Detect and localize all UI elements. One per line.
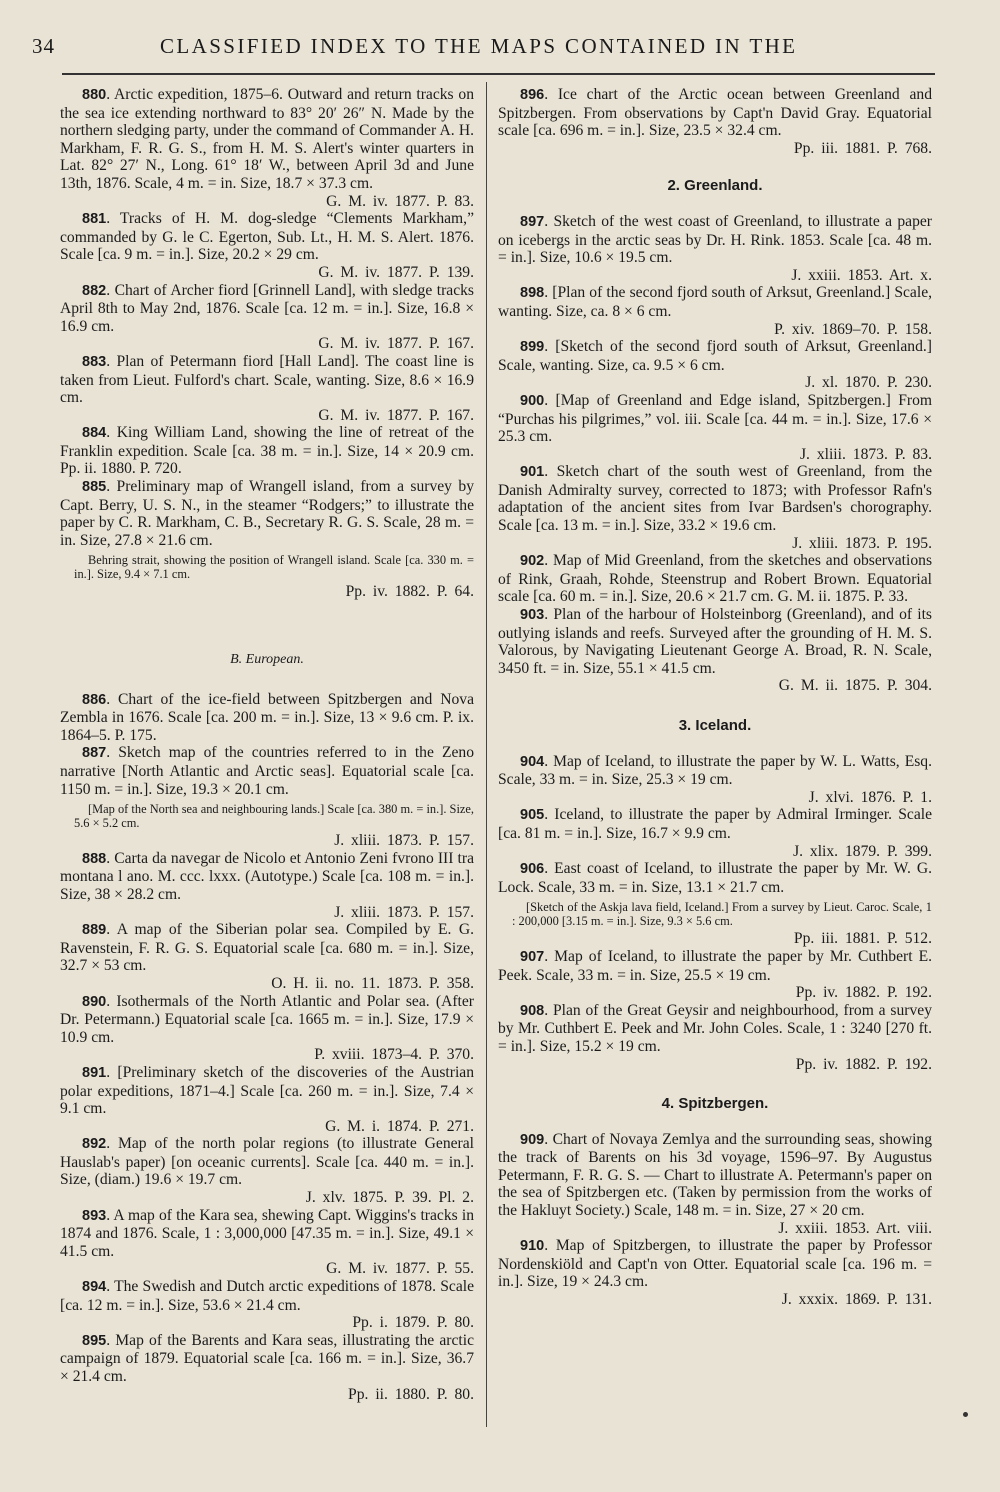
header-rule: [62, 73, 935, 75]
entry-list: [498, 948, 932, 1073]
entry-text: Ice chart of the Arctic ocean between Greenland and Spitzbergen. From observations by Capt'n David Gray. Equatorial scale [ca. 696 m. = in.]. Size, 23.5 × 32.4 cm.: [498, 86, 932, 140]
entry-reference: J. xlvi. 1876. P. 1.: [808, 788, 932, 806]
entry-number: 899: [520, 339, 545, 356]
entry-number: 906: [520, 861, 545, 878]
entry-number: 893: [82, 1207, 107, 1224]
entry-text: Sketch chart of the south west of Greenland, from the Danish Admiralty survey, corrected to 1873; with Professor Rafn's adaptation of the ancient sites from Ivar Bardsen's chorography. Scale [ca. 13 m. = in.]. Size, 33.2 × 19.6 cm.: [498, 463, 932, 535]
entry-text: Map of Mid Greenland, from the sketches and observations of Rink, Graah, Rohde, Steenstrup and Robert Brown. Equatorial scale [ca. 60 m. = in.]. Size, 20.6 × 21.7 cm. G. M. ii. 1875. P. 33.: [498, 552, 933, 606]
entry-number: 882: [82, 282, 107, 299]
entry-text: Plan of Petermann fiord [Hall Land]. The coast line is taken from Lieut. Fulford's chart. Scale, wanting. Size, 8.6 × 16.9 cm.: [60, 352, 475, 407]
index-entry: 890. Isothermals of the North Atlantic and Polar sea. (After Dr. Petermann.) Equatorial scale [ca. 1665 m. = in.]. Size, 17.9 × 10.9 cm.: [60, 992, 474, 1046]
entry-list: [498, 213, 932, 695]
entry-reference: J. xxiii. 1853. Art. viii.: [778, 1219, 932, 1237]
entry-text: Chart of Novaya Zemlya and the surrounding seas, showing the track of Barents on his 3d voyage, 1596–97. By Augustus Petermann, F. R. G. S. — Chart to illustrate A. Petermann's paper on the sea of Spitzbergen etc. (Taken by permission from the works of the Hakluyt Society.) Scale, 148 m. = in. Size, 27 × 20 cm.: [498, 1130, 933, 1220]
index-entry: 889. A map of the Siberian polar sea. Compiled by E. G. Ravenstein, F. R. G. S. Equatorial scale [ca. 680 m. = in.]. Size, 32.7 × 53 cm.: [60, 921, 475, 975]
entry-number: 898: [520, 285, 545, 302]
entry-reference: J. xliii. 1873. P. 157.: [334, 832, 474, 850]
entry-reference: Pp. iii. 1881. P. 768.: [793, 139, 932, 157]
entry-number: 897: [520, 213, 545, 230]
index-entry: 898. [Plan of the second fjord south of Arksut, Greenland.] Scale, wanting. Size, ca. 8 × 6 cm.: [498, 284, 933, 320]
entry-text: The Swedish and Dutch arctic expeditions of 1878. Scale [ca. 12 m. = in.]. Size, 53.6 × 21.4 cm.: [60, 1278, 475, 1314]
index-entry: 882. Chart of Archer fiord [Grinnell Land], with sledge tracks April 8th to May 2nd, 1876. Scale [ca. 12 m. = in.]. Size, 16.8 × 16.9 cm.: [60, 281, 474, 335]
entry-text: Chart of Archer fiord [Grinnell Land], with sledge tracks April 8th to May 2nd, 1876. Scale [ca. 12 m. = in.]. Size, 16.8 × 16.9 cm.: [60, 281, 474, 335]
entry-list: [60, 850, 474, 1403]
entry-number: 883: [82, 353, 107, 370]
entry-number: 910: [520, 1238, 545, 1255]
index-entry: 897. Sketch of the west coast of Greenland, to illustrate a paper on icebergs in the arctic seas by Dr. H. Rink. 1853. Scale [ca. 48 m. = in.]. Size, 10.6 × 19.5 cm.: [498, 212, 933, 267]
index-entry: 888. Carta da navegar de Nicolo et Antonio Zeni fvrono III tra montana l ano. M. ccc. lxxx. (Autotype.) Scale [ca. 108 m. = in.]. Size, 38 × 28.2 cm.: [60, 849, 474, 903]
entry-text: Plan of the Great Geysir and neighbourhood, from a survey by Mr. Cuthbert E. Peek and Mr. John Coles. Scale, 1 : 3240 [270 ft. = in.]. Size, 15.2 × 19 cm.: [498, 1001, 933, 1055]
left-column: [60, 86, 474, 1403]
entry-reference: G. M. ii. 1875. P. 304.: [778, 677, 932, 695]
entry-reference: G. M. iv. 1877. P. 139.: [318, 263, 474, 281]
index-entry: 907. Map of Iceland, to illustrate the paper by Mr. Cuthbert E. Peek. Scale, 33 m. = in. Size, 25.5 × 19 cm.: [498, 947, 932, 984]
index-entry: 893. A map of the Kara sea, shewing Capt. Wiggins's tracks in 1874 and 1876. Scale, 1 : 3,000,000 [47.35 m. = in.]. Size, 49.1 × 41.5 cm.: [60, 1206, 474, 1260]
index-entry: 891. [Preliminary sketch of the discoveries of the Austrian polar expeditions, 1871–4.] Scale [ca. 260 m. = in.]. Size, 7.4 × 9.1 cm.: [60, 1063, 474, 1118]
entry-number: 903: [520, 607, 545, 624]
entry-text: Plan of the harbour of Holsteinborg (Greenland), and of its outlying islands and reefs. Surveyed after the grounding of H. M. S. Valorous, by Navigating Lieutenant George A. Broad, R. N. Scale, 3450 ft. = in. Size, 55.1 × 41.5 cm.: [498, 606, 932, 677]
index-entry: 909. Chart of Novaya Zemlya and the surrounding seas, showing the track of Barents on his 3d voyage, 1596–97. By Augustus Petermann, F. R. G. S. — Chart to illustrate A. Petermann's paper on the sea of Spitzbergen etc. (Taken by permission from the works of the Hakluyt Society.) Scale, 148 m. = in. Size, 27 × 20 cm.: [498, 1130, 933, 1220]
entry-number: 895: [82, 1332, 107, 1349]
page-mark-dot: [963, 1412, 968, 1417]
index-entry: 905. Iceland, to illustrate the paper by Admiral Irminger. Scale [ca. 81 m. = in.]. Size, 16.7 × 9.9 cm.: [498, 806, 933, 842]
entry-reference: J. xliii. 1873. P. 195.: [792, 534, 932, 552]
entry-reference: J. xl. 1870. P. 230.: [805, 374, 932, 392]
entry-text: Map of the north polar regions (to illustrate General Hauslab's paper) [on oceanic currents]. Scale [ca. 440 m. = in.]. Size, (diam.) 19.6 × 19.7 cm.: [60, 1135, 475, 1189]
index-entry: 906. East coast of Iceland, to illustrate the paper by Mr. W. G. Lock. Scale, 33 m. = in. Size, 13.1 × 21.7 cm.: [498, 860, 933, 896]
entry-number: 881: [82, 211, 107, 228]
entry-reference: G. M. iv. 1877. P. 167.: [318, 335, 474, 353]
entry-reference: Pp. ii. 1880. P. 80.: [348, 1385, 474, 1403]
index-entry: 881. Tracks of H. M. dog-sledge “Clements Markham,” commanded by G. le C. Egerton, Sub. Lt., H. M. S. Alert. 1876. Scale [ca. 9 m. = in.]. Size, 20.2 × 29 cm.: [60, 210, 474, 264]
entry-number: 896: [520, 87, 545, 103]
index-entry: 887. Sketch map of the countries referred to in the Zeno narrative [North Atlantic and Arctic seas]. Equatorial scale [ca. 1150 m. = in.]. Size, 19.3 × 20.1 cm.: [60, 744, 475, 798]
entry-text: A map of the Siberian polar sea. Compiled by E. G. Ravenstein, F. R. G. S. Equatorial scale [ca. 680 m. = in.]. Size, 32.7 × 53 cm.: [60, 921, 475, 975]
entry-reference: G. M. iv. 1877. P. 55.: [326, 1260, 474, 1278]
column-divider: [486, 82, 487, 1427]
entry-text: Map of the Barents and Kara seas, illustrating the arctic campaign of 1879. Equatorial scale [ca. 166 m. = in.]. Size, 36.7 × 21.4 cm.: [60, 1331, 475, 1385]
entry-reference: O. H. ii. no. 11. 1873. P. 358.: [271, 974, 474, 992]
index-entry: 910. Map of Spitzbergen, to illustrate the paper by Professor Nordenskiöld and Capt'n von Otter. Equatorial scale [ca. 196 m. = in.]. Size, 19 × 24.3 cm.: [498, 1237, 932, 1291]
entry-text: Isothermals of the North Atlantic and Polar sea. (After Dr. Petermann.) Equatorial scale [ca. 1665 m. = in.]. Size, 17.9 × 10.9 cm.: [60, 992, 474, 1046]
index-entry: 895. Map of the Barents and Kara seas, illustrating the arctic campaign of 1879. Equatorial scale [ca. 166 m. = in.]. Size, 36.7 × 21.4 cm.: [60, 1331, 475, 1385]
index-entry: 903. Plan of the harbour of Holsteinborg (Greenland), and of its outlying islands and reefs. Surveyed after the grounding of H. M. S. Valorous, by Navigating Lieutenant George A. Broad, R. N. Scale, 3450 ft. = in. Size, 55.1 × 41.5 cm.: [498, 606, 932, 677]
entry-number: 901: [520, 464, 545, 481]
entry-reference: G. M. i. 1874. P. 271.: [325, 1117, 474, 1135]
index-entry: 904. Map of Iceland, to illustrate the paper by W. L. Watts, Esq. Scale, 33 m. = in. Size, 25.3 × 19 cm.: [498, 752, 933, 789]
entry-reference: Pp. iv. 1882. P. 192.: [795, 984, 932, 1002]
entry-reference: P. xviii. 1873–4. P. 370.: [314, 1046, 474, 1064]
entry-number: 891: [82, 1064, 107, 1081]
entry-number: 886: [82, 691, 107, 708]
index-entry: 885. Preliminary map of Wrangell island, from a survey by Capt. Berry, U. S. N., in the steamer “Rodgers;” to illustrate the paper by C. R. Markham, C. B., Secretary R. G. S. Scale, 28 m. = in. Size, 27.8 × 21.6 cm.: [60, 478, 474, 549]
index-entry: 886. Chart of the ice-field between Spitzbergen and Nova Zembla in 1676. Scale [ca. 200 m. = in.]. Size, 13 × 9.6 cm. P. ix. 1864–5. P. 175.: [60, 690, 474, 744]
entry-reference: P. xiv. 1869–70. P. 158.: [774, 320, 932, 338]
entry-number: 889: [82, 922, 107, 939]
entry-number: 887: [82, 745, 107, 762]
entry-text: Chart of the ice-field between Spitzbergen and Nova Zembla in 1676. Scale [ca. 200 m. = in.]. Size, 13 × 9.6 cm. P. ix. 1864–5. P. 175.: [60, 690, 474, 744]
running-title: CLASSIFIED INDEX TO THE MAPS CONTAINED IN THE: [160, 34, 798, 58]
entry-list: [60, 86, 474, 549]
entry-text: A map of the Kara sea, shewing Capt. Wiggins's tracks in 1874 and 1876. Scale, 1 : 3,000,000 [47.35 m. = in.]. Size, 49.1 × 41.5 cm.: [60, 1206, 474, 1260]
entry-number: 905: [520, 807, 545, 824]
index-entry: 900. [Map of Greenland and Edge island, Spitzbergen.] From “Purchas his pilgrimes,” vol. iii. Scale [ca. 44 m. = in.]. Size, 17.6 × 25.3 cm.: [498, 391, 933, 446]
index-entry: 899. [Sketch of the second fjord south of Arksut, Greenland.] Scale, wanting. Size, ca. 9.5 × 6 cm.: [498, 338, 932, 374]
entry-text: Carta da navegar de Nicolo et Antonio Zeni fvrono III tra montana l ano. M. ccc. lxxx. (Autotype.) Scale [ca. 108 m. = in.]. Size, 38 × 28.2 cm.: [60, 849, 474, 903]
index-entry: 892. Map of the north polar regions (to illustrate General Hauslab's paper) [on oceanic currents]. Scale [ca. 440 m. = in.]. Size, (diam.) 19.6 × 19.7 cm.: [60, 1135, 475, 1189]
entry-number: 888: [82, 850, 107, 867]
entry-text: King William Land, showing the line of retreat of the Franklin expedition. Scale [ca. 38 m. = in.]. Size, 14 × 20.9 cm. Pp. ii. 1880. P. 720.: [60, 424, 474, 478]
entry-text: [Plan of the second fjord south of Arksut, Greenland.] Scale, wanting. Size, ca. 8 × 6 cm.: [498, 284, 933, 320]
page-number: 34: [32, 34, 55, 58]
index-entry: 902. Map of Mid Greenland, from the sketches and observations of Rink, Graah, Rohde, Steenstrup and Robert Brown. Equatorial scale [ca. 60 m. = in.]. Size, 20.6 × 21.7 cm. G. M. ii. 1875. P. 33.: [498, 552, 933, 606]
entry-number: 892: [82, 1136, 107, 1153]
entry-number: 907: [520, 948, 545, 965]
entry-number: 900: [520, 392, 545, 409]
entry-number: 894: [82, 1279, 107, 1296]
entry-text: East coast of Iceland, to illustrate the paper by Mr. W. G. Lock. Scale, 33 m. = in. Size, 13.1 × 21.7 cm.: [498, 860, 933, 896]
entry-text: Tracks of H. M. dog-sledge “Clements Markham,” commanded by G. le C. Egerton, Sub. Lt., H. M. S. Alert. 1876. Scale [ca. 9 m. = in.]. Size, 20.2 × 29 cm.: [60, 210, 474, 264]
entry-reference: Pp. iv. 1882. P. 192.: [795, 1055, 932, 1073]
entry-reference: G. M. iv. 1877. P. 167.: [318, 406, 474, 424]
index-entry: 901. Sketch chart of the south west of Greenland, from the Danish Admiralty survey, corrected to 1873; with Professor Rafn's adaptation of the ancient sites from Ivar Bardsen's chorography. Scale [ca. 13 m. = in.]. Size, 33.2 × 19.6 cm.: [498, 463, 932, 535]
entry-reference: Pp. iii. 1881. P. 512.: [793, 930, 932, 948]
entry-text: Sketch of the west coast of Greenland, to illustrate a paper on icebergs in the arctic seas by Dr. H. Rink. 1853. Scale [ca. 48 m. = in.]. Size, 10.6 × 19.5 cm.: [498, 212, 933, 267]
entry-reference: Pp. i. 1879. P. 80.: [352, 1314, 474, 1332]
entry-number: 885: [82, 479, 107, 496]
entry-text: Iceland, to illustrate the paper by Admiral Irminger. Scale [ca. 81 m. = in.]. Size, 16.7 × 9.9 cm.: [498, 806, 933, 842]
entry-list: [498, 753, 932, 897]
entry-reference: J. xxiii. 1853. Art. x.: [791, 266, 932, 284]
entry-text: [Sketch of the second fjord south of Arksut, Greenland.] Scale, wanting. Size, ca. 9.5 × 6 cm.: [498, 338, 932, 374]
entry-text: Sketch map of the countries referred to in the Zeno narrative [North Atlantic and Arctic seas]. Equatorial scale [ca. 1150 m. = in.]. Size, 19.3 × 20.1 cm.: [60, 744, 475, 798]
entry-text: Preliminary map of Wrangell island, from a survey by Capt. Berry, U. S. N., in the steamer “Rodgers;” to illustrate the paper by C. R. Markham, C. B., Secretary R. G. S. Scale, 28 m. = in. Size, 27.8 × 21.6 cm.: [60, 478, 474, 549]
section-heading: B. European.: [230, 652, 304, 668]
sub-entry: [Sketch of the Askja lava field, Iceland.] From a survey by Lieut. Caroc. Scale, 1 : 200,000 [3.15 m. = in.]. Size, 9.3 × 5.6 cm.: [512, 900, 932, 929]
index-entry: 894. The Swedish and Dutch arctic expeditions of 1878. Scale [ca. 12 m. = in.]. Size, 53.6 × 21.4 cm.: [60, 1278, 475, 1314]
index-entry: 883. Plan of Petermann fiord [Hall Land]. The coast line is taken from Lieut. Fulford's chart. Scale, wanting. Size, 8.6 × 16.9 cm.: [60, 352, 475, 407]
index-entry: 880. Arctic expedition, 1875–6. Outward and return tracks on the sea ice extending northward to 83° 20′ 26″ N. Made by the northern sledging party, under the command of Commander A. H. Markham, F. R. G. S., from H. M. S. Alert's winter quarters in Lat. 82° 27′ N., Long. 61° 18′ W., between April 3d and June 13th, 1876. Scale, 4 m. = in. Size, 18.7 × 37.3 cm.: [60, 86, 475, 192]
entry-number: 902: [520, 553, 545, 570]
entry-text: Map of Iceland, to illustrate the paper by Mr. Cuthbert E. Peek. Scale, 33 m. = in. Size, 25.5 × 19 cm.: [498, 947, 932, 984]
entry-text: [Map of Greenland and Edge island, Spitzbergen.] From “Purchas his pilgrimes,” vol. iii. Scale [ca. 44 m. = in.]. Size, 17.6 × 25.3 cm.: [498, 391, 933, 446]
entry-reference: J. xlix. 1879. P. 399.: [793, 842, 932, 860]
entry-text: Map of Iceland, to illustrate the paper by W. L. Watts, Esq. Scale, 33 m. = in. Size, 25.3 × 19 cm.: [498, 752, 933, 789]
entry-number: 908: [520, 1002, 545, 1019]
entry-list: [60, 691, 474, 799]
sub-entry: [Map of the North sea and neighbouring lands.] Scale [ca. 380 m. = in.]. Size, 5.6 × 5.2 cm.: [74, 802, 474, 831]
entry-number: 884: [82, 425, 107, 442]
entry-text: Map of Spitzbergen, to illustrate the paper by Professor Nordenskiöld and Capt'n von Otter. Equatorial scale [ca. 196 m. = in.]. Size, 19 × 24.3 cm.: [498, 1237, 932, 1291]
right-column: [498, 86, 932, 1309]
entry-reference: J. xlv. 1875. P. 39. Pl. 2.: [305, 1189, 474, 1207]
entry-reference: Pp. iv. 1882. P. 64.: [345, 583, 474, 601]
section-heading: 4. Spitzbergen.: [661, 1095, 769, 1113]
index-entry: 908. Plan of the Great Geysir and neighbourhood, from a survey by Mr. Cuthbert E. Peek and Mr. John Coles. Scale, 1 : 3240 [270 ft. = in.]. Size, 15.2 × 19 cm.: [498, 1001, 933, 1055]
entry-text: Arctic expedition, 1875–6. Outward and return tracks on the sea ice extending northward to 83° 20′ 26″ N. Made by the northern sledging party, under the command of Commander A. H. Markham, F. R. G. S., from H. M. S. Alert's winter quarters in Lat. 82° 27′ N., Long. 61° 18′ W., between April 3d and June 13th, 1876. Scale, 4 m. = in. Size, 18.7 × 37.3 cm.: [60, 86, 475, 192]
entry-number: 909: [520, 1131, 545, 1148]
entry-number: 880: [82, 87, 107, 103]
entry-reference: J. xliii. 1873. P. 157.: [334, 903, 474, 921]
entry-list: [498, 1131, 932, 1309]
section-heading: 2. Greenland.: [667, 177, 763, 195]
entry-reference: J. xxxix. 1869. P. 131.: [781, 1291, 932, 1309]
index-entry: 884. King William Land, showing the line of retreat of the Franklin expedition. Scale [ca. 38 m. = in.]. Size, 14 × 20.9 cm. Pp. ii. 1880. P. 720.: [60, 424, 474, 478]
entry-number: 890: [82, 993, 107, 1010]
entry-list: [498, 86, 932, 157]
sub-entry: Behring strait, showing the position of Wrangell island. Scale [ca. 330 m. = in.]. Size, 9.4 × 7.1 cm.: [74, 553, 474, 582]
section-heading: 3. Iceland.: [678, 717, 752, 734]
index-entry: 896. Ice chart of the Arctic ocean between Greenland and Spitzbergen. From observations by Capt'n David Gray. Equatorial scale [ca. 696 m. = in.]. Size, 23.5 × 32.4 cm.: [498, 86, 932, 140]
entry-text: [Preliminary sketch of the discoveries of the Austrian polar expeditions, 1871–4.] Scale [ca. 260 m. = in.]. Size, 7.4 × 9.1 cm.: [60, 1063, 474, 1118]
entry-number: 904: [520, 753, 545, 770]
entry-reference: J. xliii. 1873. P. 83.: [799, 445, 932, 463]
entry-reference: G. M. iv. 1877. P. 83.: [326, 192, 474, 210]
